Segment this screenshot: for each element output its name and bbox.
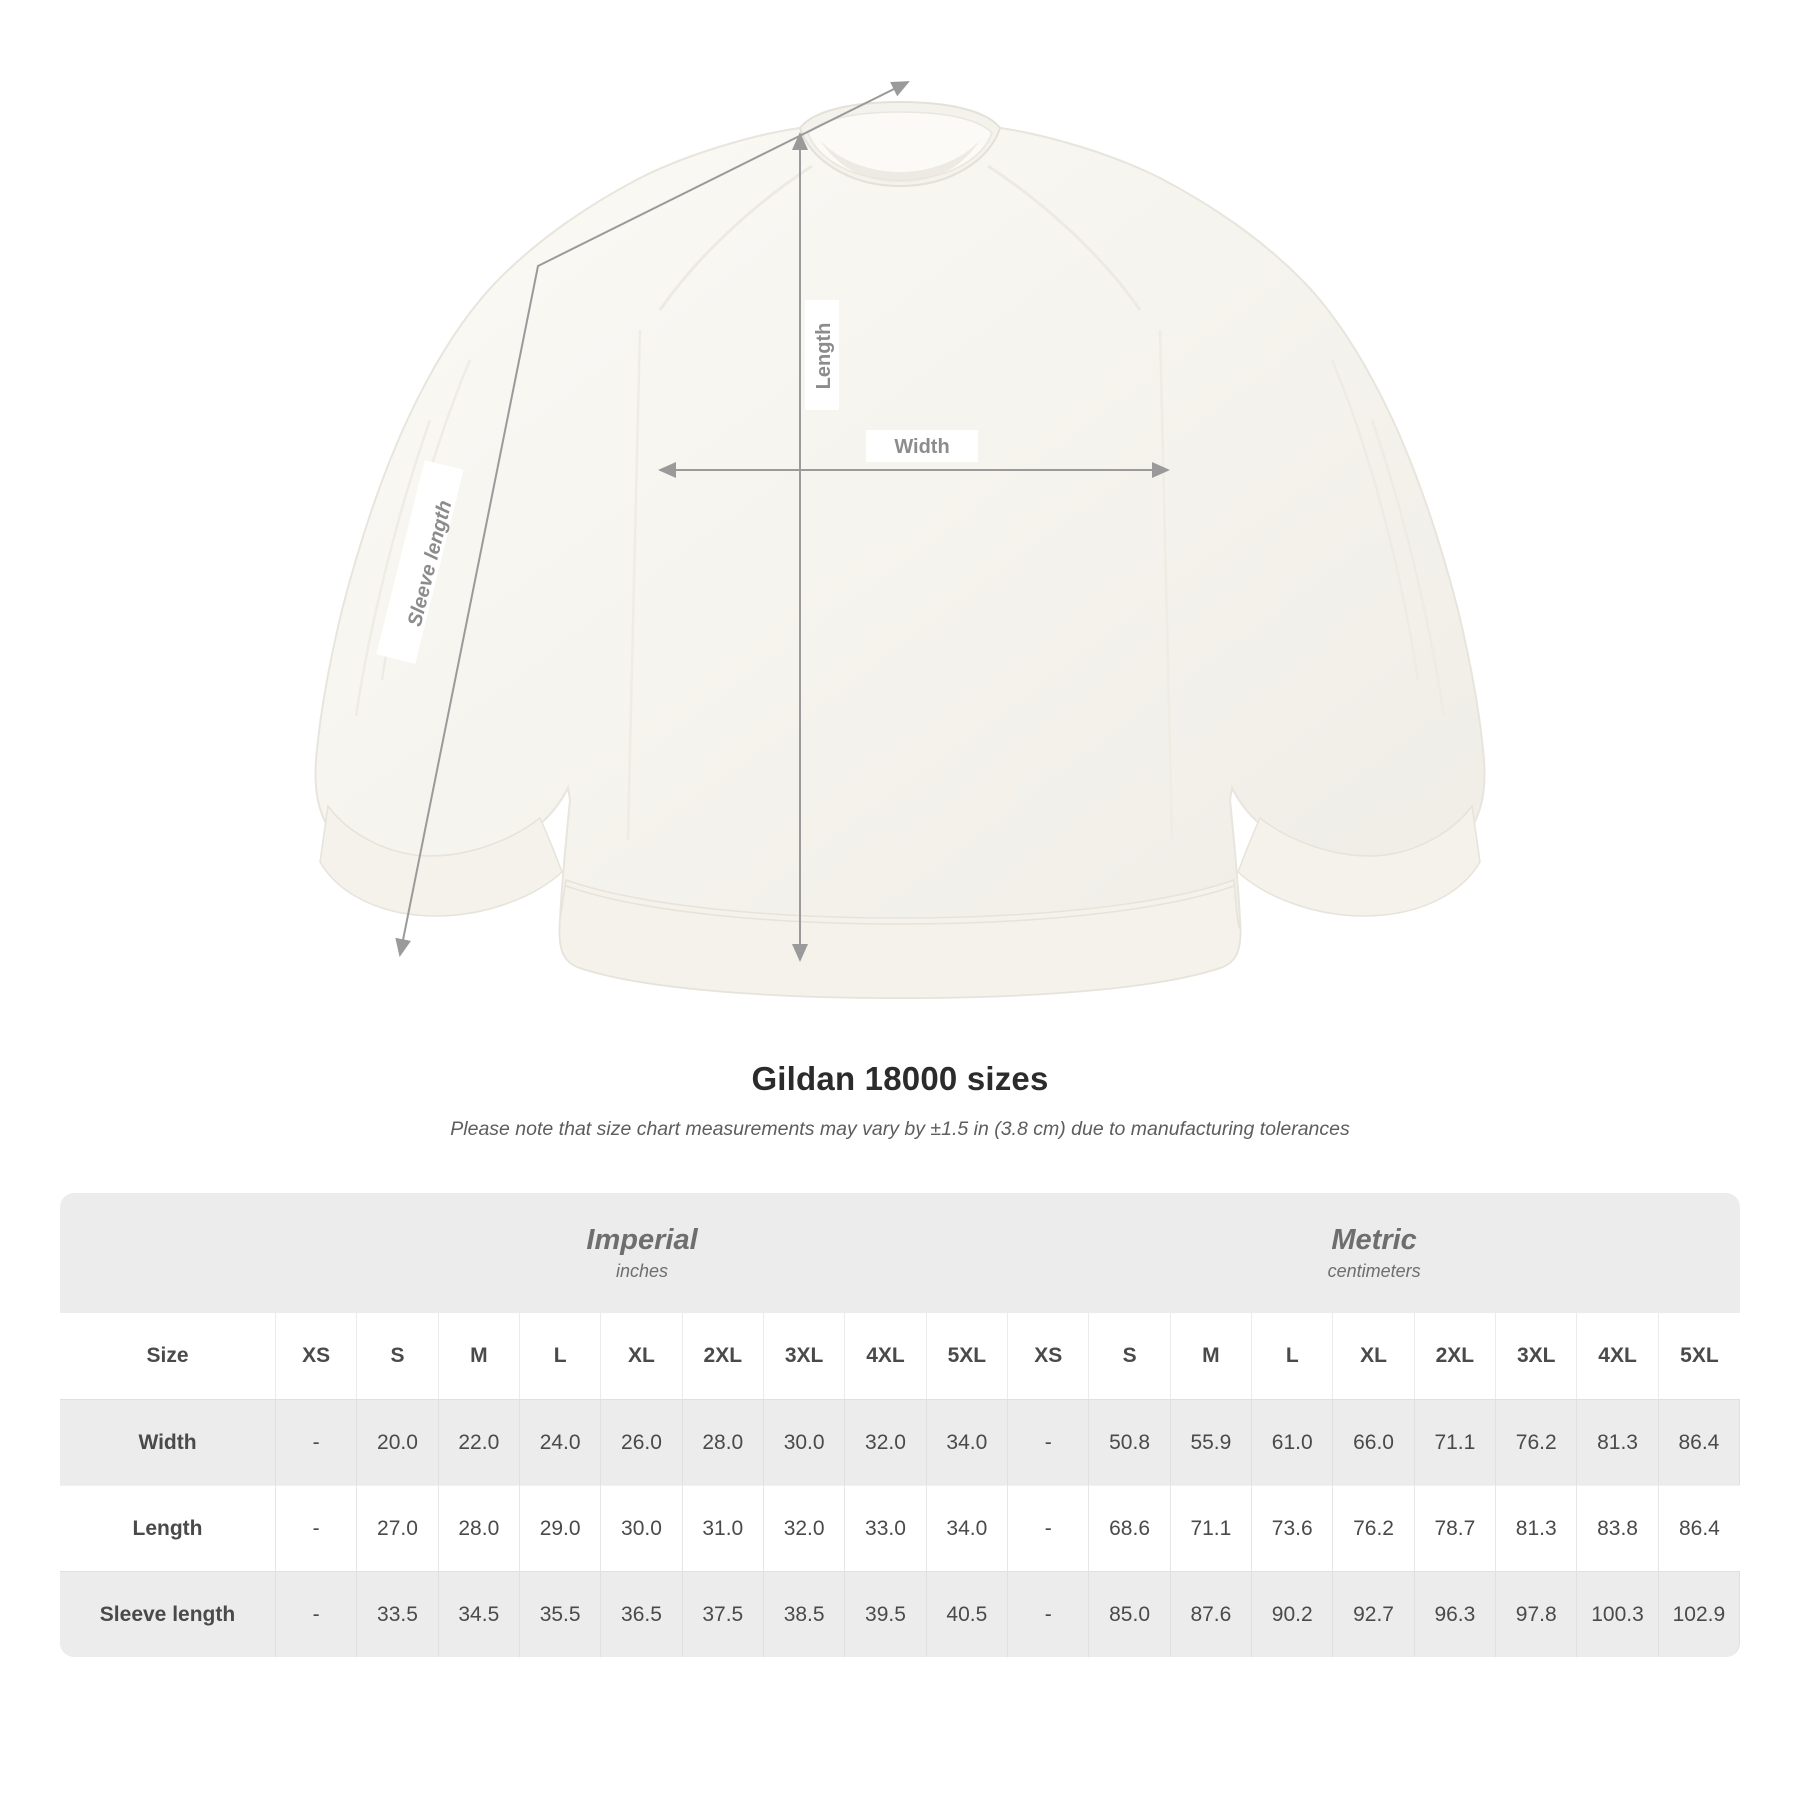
cell-width-metric-4xl: 81.3 bbox=[1577, 1399, 1658, 1485]
unit-header-spacer bbox=[60, 1193, 276, 1313]
size-header-metric-xl: XL bbox=[1333, 1313, 1414, 1399]
size-header-metric-l: L bbox=[1252, 1313, 1333, 1399]
cell-length-imperial-xl: 30.0 bbox=[601, 1485, 682, 1571]
cell-length-imperial-2xl: 31.0 bbox=[683, 1485, 764, 1571]
cell-width-imperial-3xl: 30.0 bbox=[764, 1399, 845, 1485]
cell-sleeve-metric-3xl: 97.8 bbox=[1496, 1571, 1577, 1657]
cell-length-imperial-l: 29.0 bbox=[520, 1485, 601, 1571]
cell-sleeve-imperial-xl: 36.5 bbox=[601, 1571, 682, 1657]
cell-sleeve-metric-xl: 92.7 bbox=[1333, 1571, 1414, 1657]
unit-name-imperial: Imperial bbox=[586, 1223, 698, 1256]
cell-length-metric-xs: - bbox=[1008, 1485, 1089, 1571]
cell-length-metric-3xl: 81.3 bbox=[1496, 1485, 1577, 1571]
cell-sleeve-imperial-xs: - bbox=[276, 1571, 357, 1657]
cell-length-imperial-3xl: 32.0 bbox=[764, 1485, 845, 1571]
cell-sleeve-imperial-2xl: 37.5 bbox=[683, 1571, 764, 1657]
table-row bbox=[60, 1399, 1740, 1485]
width-label: Width bbox=[894, 436, 950, 458]
cell-sleeve-metric-xs: - bbox=[1008, 1571, 1089, 1657]
size-header-imperial-3xl: 3XL bbox=[764, 1313, 845, 1399]
cell-length-metric-xl: 76.2 bbox=[1333, 1485, 1414, 1571]
title-block bbox=[0, 1060, 1800, 1141]
unit-name-metric: Metric bbox=[1331, 1223, 1417, 1256]
cell-length-metric-2xl: 78.7 bbox=[1415, 1485, 1496, 1571]
cell-length-metric-5xl: 86.4 bbox=[1659, 1485, 1740, 1571]
size-header-metric-s: S bbox=[1089, 1313, 1170, 1399]
size-header-metric-5xl: 5XL bbox=[1659, 1313, 1740, 1399]
cell-sleeve-metric-2xl: 96.3 bbox=[1415, 1571, 1496, 1657]
cell-sleeve-metric-m: 87.6 bbox=[1171, 1571, 1252, 1657]
cell-length-metric-4xl: 83.8 bbox=[1577, 1485, 1658, 1571]
sweatshirt-body bbox=[316, 102, 1485, 998]
unit-header-row bbox=[60, 1193, 1740, 1313]
page-title: Gildan 18000 sizes bbox=[751, 1060, 1049, 1097]
unit-sub-metric: centimeters bbox=[1327, 1261, 1421, 1282]
cell-width-metric-xs: - bbox=[1008, 1399, 1089, 1485]
cell-sleeve-imperial-5xl: 40.5 bbox=[927, 1571, 1008, 1657]
sleeve-length-label: Sleeve length bbox=[403, 498, 457, 629]
cell-width-imperial-m: 22.0 bbox=[439, 1399, 520, 1485]
cell-sleeve-metric-l: 90.2 bbox=[1252, 1571, 1333, 1657]
size-header-metric-2xl: 2XL bbox=[1415, 1313, 1496, 1399]
size-header-imperial-xs: XS bbox=[276, 1313, 357, 1399]
cell-length-imperial-s: 27.0 bbox=[357, 1485, 438, 1571]
table-row bbox=[60, 1571, 1740, 1657]
cell-sleeve-imperial-l: 35.5 bbox=[520, 1571, 601, 1657]
size-header-imperial-m: M bbox=[439, 1313, 520, 1399]
length-label: Length bbox=[813, 322, 835, 390]
unit-header-metric bbox=[1008, 1193, 1740, 1313]
cell-length-imperial-5xl: 34.0 bbox=[927, 1485, 1008, 1571]
size-header-imperial-4xl: 4XL bbox=[845, 1313, 926, 1399]
unit-header-imperial bbox=[276, 1193, 1008, 1313]
cell-sleeve-metric-4xl: 100.3 bbox=[1577, 1571, 1658, 1657]
cell-length-imperial-m: 28.0 bbox=[439, 1485, 520, 1571]
cell-width-metric-l: 61.0 bbox=[1252, 1399, 1333, 1485]
cell-length-metric-m: 71.1 bbox=[1171, 1485, 1252, 1571]
cell-width-imperial-xl: 26.0 bbox=[601, 1399, 682, 1485]
size-header-row bbox=[60, 1313, 1740, 1399]
cell-width-metric-3xl: 76.2 bbox=[1496, 1399, 1577, 1485]
size-header-metric-m: M bbox=[1171, 1313, 1252, 1399]
cell-length-metric-s: 68.6 bbox=[1089, 1485, 1170, 1571]
cell-width-imperial-4xl: 32.0 bbox=[845, 1399, 926, 1485]
size-label-cell: Size bbox=[60, 1313, 276, 1399]
cell-width-metric-xl: 66.0 bbox=[1333, 1399, 1414, 1485]
page-subtitle: Please note that size chart measurements may vary by ±1.5 in (3.8 cm) due to manufacturing tolerances bbox=[450, 1118, 1350, 1140]
cell-length-imperial-xs: - bbox=[276, 1485, 357, 1571]
cell-sleeve-imperial-3xl: 38.5 bbox=[764, 1571, 845, 1657]
size-header-imperial-s: S bbox=[357, 1313, 438, 1399]
cell-sleeve-metric-5xl: 102.9 bbox=[1659, 1571, 1740, 1657]
cell-width-metric-s: 50.8 bbox=[1089, 1399, 1170, 1485]
cell-width-imperial-l: 24.0 bbox=[520, 1399, 601, 1485]
cell-width-imperial-2xl: 28.0 bbox=[683, 1399, 764, 1485]
row-label-length: Length bbox=[60, 1485, 276, 1571]
size-header-metric-4xl: 4XL bbox=[1577, 1313, 1658, 1399]
cell-width-imperial-s: 20.0 bbox=[357, 1399, 438, 1485]
size-header-imperial-xl: XL bbox=[601, 1313, 682, 1399]
cell-width-metric-2xl: 71.1 bbox=[1415, 1399, 1496, 1485]
cell-length-imperial-4xl: 33.0 bbox=[845, 1485, 926, 1571]
size-header-imperial-l: L bbox=[520, 1313, 601, 1399]
cell-sleeve-imperial-s: 33.5 bbox=[357, 1571, 438, 1657]
size-header-metric-xs: XS bbox=[1008, 1313, 1089, 1399]
table-row bbox=[60, 1485, 1740, 1571]
size-header-metric-3xl: 3XL bbox=[1496, 1313, 1577, 1399]
cell-width-metric-m: 55.9 bbox=[1171, 1399, 1252, 1485]
cell-length-metric-l: 73.6 bbox=[1252, 1485, 1333, 1571]
cell-width-imperial-5xl: 34.0 bbox=[927, 1399, 1008, 1485]
cell-width-imperial-xs: - bbox=[276, 1399, 357, 1485]
cell-width-metric-5xl: 86.4 bbox=[1659, 1399, 1740, 1485]
size-chart-table bbox=[60, 1193, 1740, 1657]
size-header-imperial-5xl: 5XL bbox=[927, 1313, 1008, 1399]
row-label-sleeve-length: Sleeve length bbox=[60, 1571, 276, 1657]
unit-sub-imperial: inches bbox=[616, 1261, 669, 1282]
cell-sleeve-imperial-4xl: 39.5 bbox=[845, 1571, 926, 1657]
cell-sleeve-metric-s: 85.0 bbox=[1089, 1571, 1170, 1657]
size-header-imperial-2xl: 2XL bbox=[683, 1313, 764, 1399]
row-label-width: Width bbox=[60, 1399, 276, 1485]
cell-sleeve-imperial-m: 34.5 bbox=[439, 1571, 520, 1657]
